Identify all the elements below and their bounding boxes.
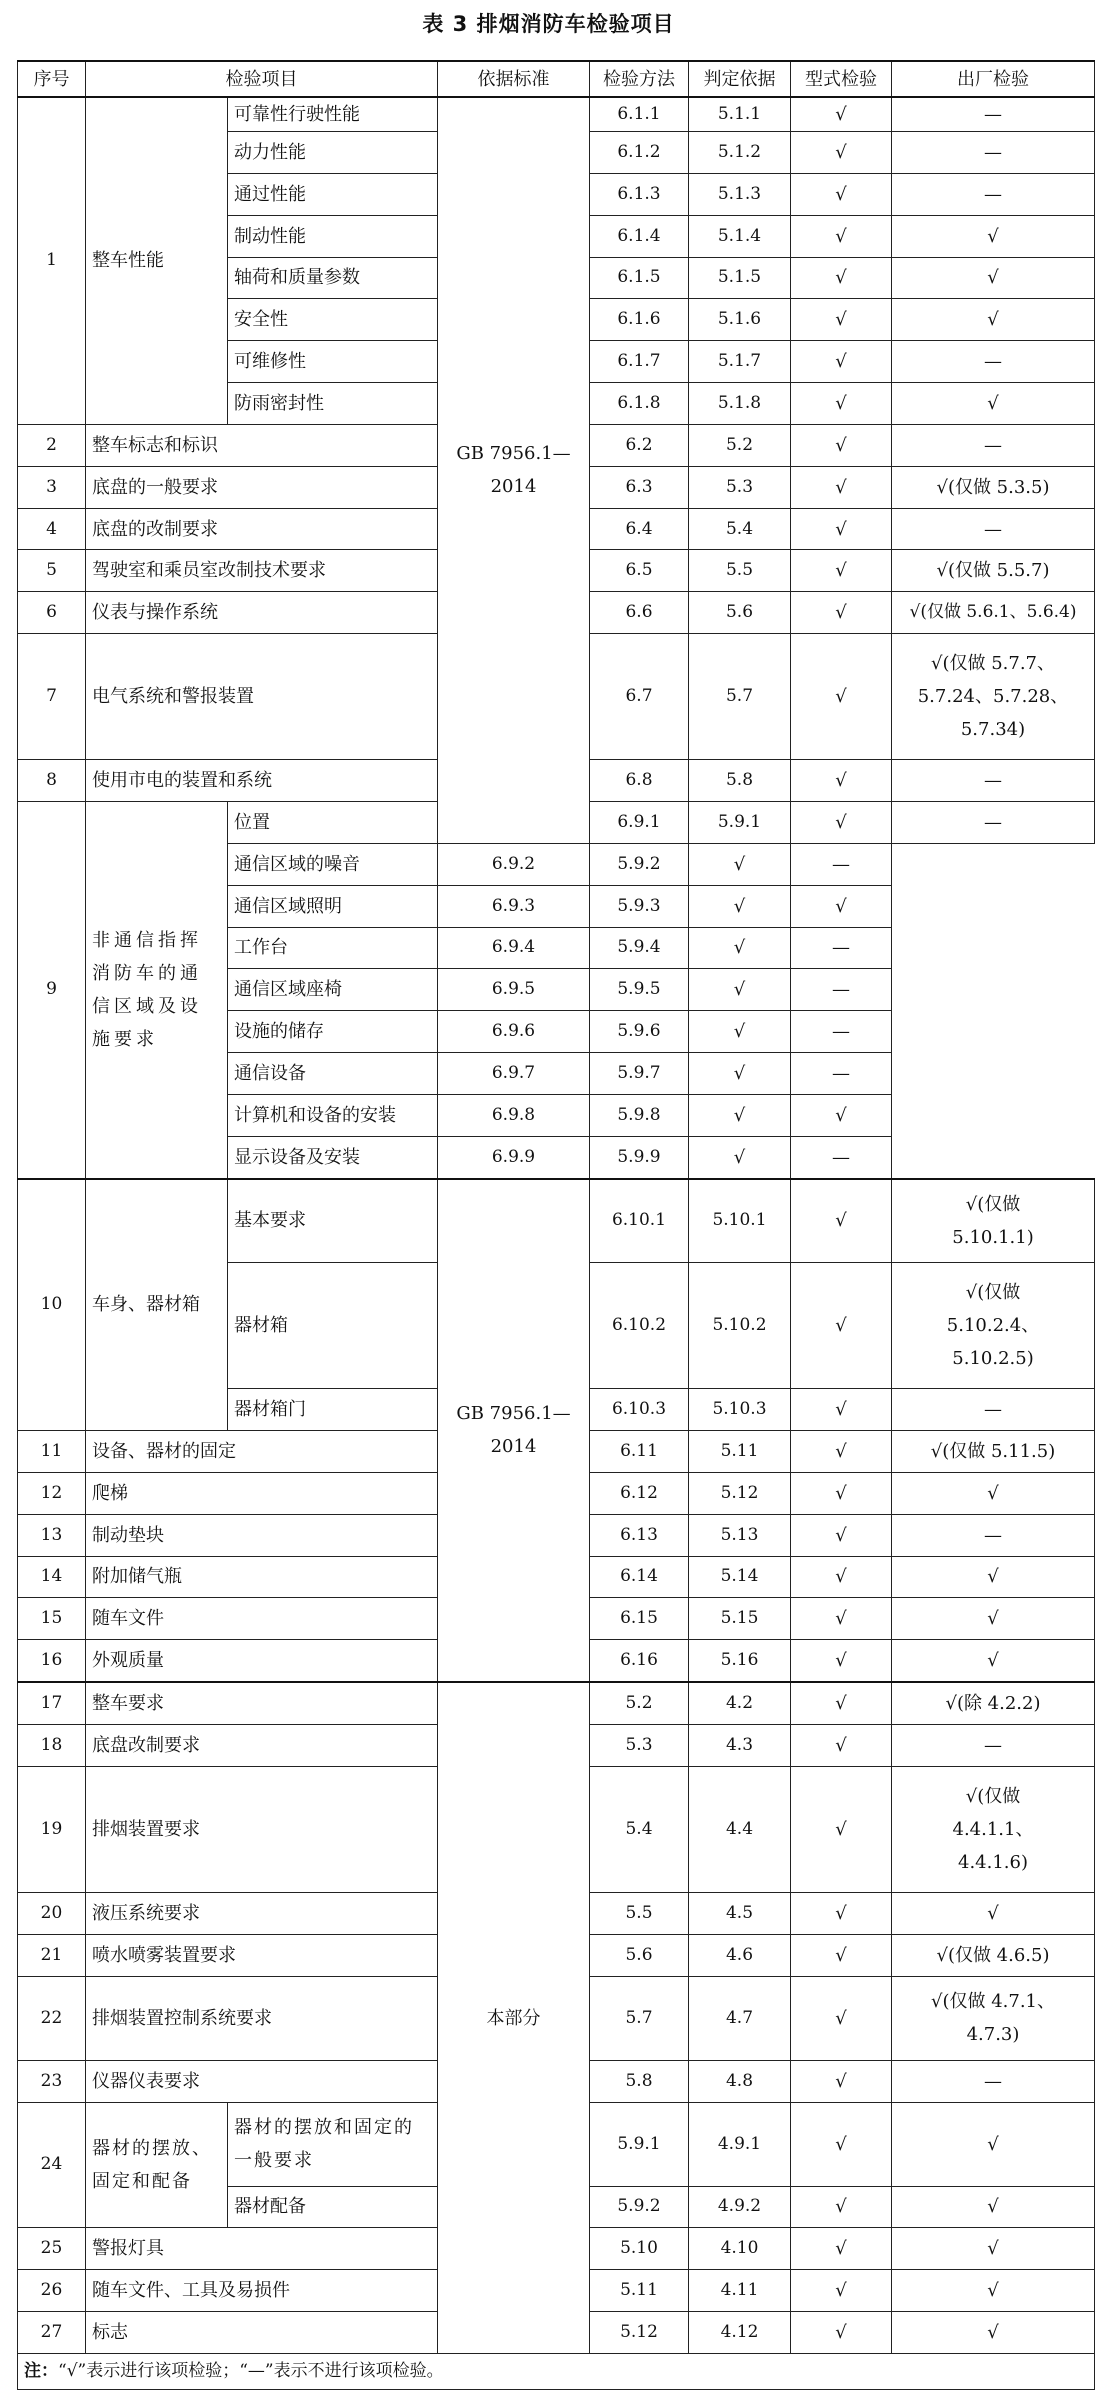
row-subitem: 可维修性 bbox=[228, 341, 438, 383]
row-basis: 5.9.6 bbox=[590, 1011, 689, 1053]
row-type-test: √ bbox=[689, 1011, 791, 1053]
row-method: 6.16 bbox=[590, 1640, 689, 1682]
row-method: 6.5 bbox=[590, 550, 689, 592]
row-factory-test: √ bbox=[892, 383, 1095, 425]
row-item: 仪表与操作系统 bbox=[86, 592, 438, 634]
row-method: 6.9.7 bbox=[438, 1053, 590, 1095]
row-factory-test: — bbox=[791, 1136, 892, 1178]
row-type-test: √ bbox=[791, 1934, 892, 1976]
row-no: 10 bbox=[18, 1179, 86, 1431]
row-item: 底盘改制要求 bbox=[86, 1725, 438, 1767]
row-factory-test: — bbox=[892, 97, 1095, 132]
row-factory-test: √ bbox=[892, 2312, 1095, 2354]
row-type-test: √ bbox=[689, 1053, 791, 1095]
row-type-test: √ bbox=[791, 2186, 892, 2228]
row-item: 排烟装置控制系统要求 bbox=[86, 1976, 438, 2060]
row-basis: 5.11 bbox=[689, 1431, 791, 1473]
row-type-test: √ bbox=[689, 1136, 791, 1178]
standard-cell: GB 7956.1—2014 bbox=[438, 1179, 590, 1683]
header-no: 序号 bbox=[18, 61, 86, 97]
row-subitem: 基本要求 bbox=[228, 1179, 438, 1263]
row-method: 5.3 bbox=[590, 1725, 689, 1767]
row-subitem: 通信区域座椅 bbox=[228, 969, 438, 1011]
row-no: 25 bbox=[18, 2228, 86, 2270]
row-subitem: 防雨密封性 bbox=[228, 383, 438, 425]
row-basis: 5.4 bbox=[689, 508, 791, 550]
row-basis: 5.9.4 bbox=[590, 927, 689, 969]
row-item: 底盘的改制要求 bbox=[86, 508, 438, 550]
row-type-test: √ bbox=[791, 1514, 892, 1556]
header-type-test: 型式检验 bbox=[791, 61, 892, 97]
row-no: 17 bbox=[18, 1682, 86, 1724]
row-factory-test: √ bbox=[892, 2228, 1095, 2270]
row-method: 6.1.3 bbox=[590, 173, 689, 215]
row-method: 6.9.1 bbox=[590, 801, 689, 843]
row-factory-test: — bbox=[892, 508, 1095, 550]
row-factory-test: √ bbox=[892, 2270, 1095, 2312]
row-subitem: 器材箱 bbox=[228, 1263, 438, 1389]
row-basis: 5.10.1 bbox=[689, 1179, 791, 1263]
row-basis: 5.10.3 bbox=[689, 1389, 791, 1431]
row-basis: 4.12 bbox=[689, 2312, 791, 2354]
row-no: 5 bbox=[18, 550, 86, 592]
row-type-test: √ bbox=[791, 97, 892, 132]
row-no: 27 bbox=[18, 2312, 86, 2354]
row-type-test: √ bbox=[791, 1472, 892, 1514]
row-item: 爬梯 bbox=[86, 1472, 438, 1514]
row-basis: 5.13 bbox=[689, 1514, 791, 1556]
row-subitem: 制动性能 bbox=[228, 215, 438, 257]
row-method: 5.2 bbox=[590, 1682, 689, 1724]
row-method: 6.11 bbox=[590, 1431, 689, 1473]
row-method: 6.1.7 bbox=[590, 341, 689, 383]
row-factory-test: √ bbox=[892, 1472, 1095, 1514]
row-item: 器材的摆放、固定和配备 bbox=[86, 2102, 228, 2228]
row-factory-test: √(仅做 5.10.2.4、5.10.2.5) bbox=[892, 1263, 1095, 1389]
row-method: 6.9.4 bbox=[438, 927, 590, 969]
row-type-test: √ bbox=[791, 2102, 892, 2186]
row-method: 6.9.3 bbox=[438, 885, 590, 927]
row-no: 26 bbox=[18, 2270, 86, 2312]
row-basis: 5.1.4 bbox=[689, 215, 791, 257]
row-type-test: √ bbox=[791, 2270, 892, 2312]
row-subitem: 器材配备 bbox=[228, 2186, 438, 2228]
row-subitem: 动力性能 bbox=[228, 132, 438, 174]
row-item: 整车性能 bbox=[86, 97, 228, 424]
row-factory-test: √ bbox=[892, 257, 1095, 299]
row-method: 5.6 bbox=[590, 1934, 689, 1976]
row-factory-test: — bbox=[892, 1514, 1095, 1556]
row-basis: 4.10 bbox=[689, 2228, 791, 2270]
row-no: 4 bbox=[18, 508, 86, 550]
row-method: 6.3 bbox=[590, 466, 689, 508]
table-row bbox=[18, 1179, 1095, 1263]
row-no: 16 bbox=[18, 1640, 86, 1682]
row-basis: 5.1.8 bbox=[689, 383, 791, 425]
row-factory-test: — bbox=[892, 1725, 1095, 1767]
row-item: 随车文件、工具及易损件 bbox=[86, 2270, 438, 2312]
row-subitem: 工作台 bbox=[228, 927, 438, 969]
row-basis: 5.1.5 bbox=[689, 257, 791, 299]
row-type-test: √ bbox=[791, 1431, 892, 1473]
row-method: 5.5 bbox=[590, 1892, 689, 1934]
row-factory-test: — bbox=[791, 969, 892, 1011]
row-no: 9 bbox=[18, 801, 86, 1178]
row-factory-test: √ bbox=[892, 1598, 1095, 1640]
row-method: 6.10.3 bbox=[590, 1389, 689, 1431]
row-item: 制动垫块 bbox=[86, 1514, 438, 1556]
row-no: 13 bbox=[18, 1514, 86, 1556]
row-method: 6.4 bbox=[590, 508, 689, 550]
row-method: 6.12 bbox=[590, 1472, 689, 1514]
row-type-test: √ bbox=[791, 1640, 892, 1682]
row-subitem: 安全性 bbox=[228, 299, 438, 341]
row-basis: 5.7 bbox=[689, 634, 791, 760]
row-method: 6.13 bbox=[590, 1514, 689, 1556]
row-subitem: 位置 bbox=[228, 801, 438, 843]
row-factory-test: — bbox=[791, 1053, 892, 1095]
row-basis: 5.9.8 bbox=[590, 1094, 689, 1136]
row-basis: 5.9.2 bbox=[590, 843, 689, 885]
header-basis: 判定依据 bbox=[689, 61, 791, 97]
row-method: 6.9.8 bbox=[438, 1094, 590, 1136]
row-basis: 5.8 bbox=[689, 760, 791, 802]
row-subitem: 计算机和设备的安装 bbox=[228, 1094, 438, 1136]
row-type-test: √ bbox=[791, 760, 892, 802]
row-item: 外观质量 bbox=[86, 1640, 438, 1682]
row-type-test: √ bbox=[791, 634, 892, 760]
row-item: 标志 bbox=[86, 2312, 438, 2354]
table-row bbox=[18, 97, 1095, 132]
note-text: “√”表示进行该项检验；“—”表示不进行该项检验。 bbox=[58, 2361, 444, 2381]
row-basis: 4.4 bbox=[689, 1766, 791, 1892]
row-method: 6.1.2 bbox=[590, 132, 689, 174]
row-basis: 5.10.2 bbox=[689, 1263, 791, 1389]
row-method: 5.10 bbox=[590, 2228, 689, 2270]
row-basis: 4.9.1 bbox=[689, 2102, 791, 2186]
row-factory-test: √(仅做 4.4.1.1、4.4.1.6) bbox=[892, 1766, 1095, 1892]
note-row bbox=[18, 2354, 1095, 2390]
note-lead: 注： bbox=[24, 2361, 58, 2381]
row-basis: 5.9.3 bbox=[590, 885, 689, 927]
row-factory-test: √ bbox=[892, 2102, 1095, 2186]
row-item: 警报灯具 bbox=[86, 2228, 438, 2270]
row-type-test: √ bbox=[689, 885, 791, 927]
row-no: 7 bbox=[18, 634, 86, 760]
row-method: 6.14 bbox=[590, 1556, 689, 1598]
row-factory-test: √ bbox=[892, 1556, 1095, 1598]
row-factory-test: — bbox=[791, 1011, 892, 1053]
row-factory-test: — bbox=[892, 2060, 1095, 2102]
row-basis: 5.1.2 bbox=[689, 132, 791, 174]
row-type-test: √ bbox=[791, 466, 892, 508]
row-method: 6.6 bbox=[590, 592, 689, 634]
row-item: 液压系统要求 bbox=[86, 1892, 438, 1934]
header-item: 检验项目 bbox=[86, 61, 438, 97]
row-basis: 5.1.3 bbox=[689, 173, 791, 215]
row-subitem: 通信设备 bbox=[228, 1053, 438, 1095]
row-factory-test: — bbox=[791, 843, 892, 885]
row-method: 6.1.8 bbox=[590, 383, 689, 425]
row-type-test: √ bbox=[791, 424, 892, 466]
row-basis: 4.7 bbox=[689, 1976, 791, 2060]
row-factory-test: √ bbox=[892, 2186, 1095, 2228]
row-basis: 4.6 bbox=[689, 1934, 791, 1976]
row-method: 6.8 bbox=[590, 760, 689, 802]
row-method: 5.4 bbox=[590, 1766, 689, 1892]
row-no: 15 bbox=[18, 1598, 86, 1640]
table-note bbox=[18, 2354, 1095, 2390]
row-type-test: √ bbox=[791, 215, 892, 257]
row-method: 6.9.5 bbox=[438, 969, 590, 1011]
row-factory-test: — bbox=[892, 1389, 1095, 1431]
row-type-test: √ bbox=[791, 383, 892, 425]
row-method: 6.2 bbox=[590, 424, 689, 466]
header-method: 检验方法 bbox=[590, 61, 689, 97]
row-factory-test: √(仅做 4.6.5) bbox=[892, 1934, 1095, 1976]
row-method: 6.1.4 bbox=[590, 215, 689, 257]
row-basis: 5.9.7 bbox=[590, 1053, 689, 1095]
row-method: 6.1.6 bbox=[590, 299, 689, 341]
row-item: 整车标志和标识 bbox=[86, 424, 438, 466]
row-no: 23 bbox=[18, 2060, 86, 2102]
row-subitem: 通信区域的噪音 bbox=[228, 843, 438, 885]
row-type-test: √ bbox=[689, 1094, 791, 1136]
row-item: 电气系统和警报装置 bbox=[86, 634, 438, 760]
row-subitem: 轴荷和质量参数 bbox=[228, 257, 438, 299]
row-method: 6.9.2 bbox=[438, 843, 590, 885]
row-item: 底盘的一般要求 bbox=[86, 466, 438, 508]
row-type-test: √ bbox=[791, 592, 892, 634]
row-no: 6 bbox=[18, 592, 86, 634]
row-subitem: 可靠性行驶性能 bbox=[228, 97, 438, 132]
row-type-test: √ bbox=[791, 1976, 892, 2060]
row-type-test: √ bbox=[689, 927, 791, 969]
row-factory-test: √ bbox=[892, 215, 1095, 257]
row-factory-test: — bbox=[892, 801, 1095, 843]
row-subitem: 通过性能 bbox=[228, 173, 438, 215]
header-standard: 依据标准 bbox=[438, 61, 590, 97]
table-row bbox=[18, 1682, 1095, 1724]
row-basis: 4.9.2 bbox=[689, 2186, 791, 2228]
header-row bbox=[18, 61, 1095, 97]
row-type-test: √ bbox=[791, 2060, 892, 2102]
row-no: 22 bbox=[18, 1976, 86, 2060]
row-factory-test: √(仅做 5.10.1.1) bbox=[892, 1179, 1095, 1263]
row-factory-test: — bbox=[791, 927, 892, 969]
row-method: 6.1.1 bbox=[590, 97, 689, 132]
row-basis: 5.9.5 bbox=[590, 969, 689, 1011]
row-basis: 5.3 bbox=[689, 466, 791, 508]
row-factory-test: √(仅做 5.6.1、5.6.4) bbox=[892, 592, 1095, 634]
row-basis: 5.12 bbox=[689, 1472, 791, 1514]
row-no: 2 bbox=[18, 424, 86, 466]
row-type-test: √ bbox=[791, 257, 892, 299]
row-type-test: √ bbox=[791, 132, 892, 174]
row-type-test: √ bbox=[791, 1598, 892, 1640]
row-factory-test: — bbox=[892, 132, 1095, 174]
row-method: 6.1.5 bbox=[590, 257, 689, 299]
table-caption: 表 3 排烟消防车检验项目 bbox=[422, 12, 675, 36]
row-no: 11 bbox=[18, 1431, 86, 1473]
standard-cell: 本部分 bbox=[438, 1682, 590, 2353]
row-method: 6.9.9 bbox=[438, 1136, 590, 1178]
row-type-test: √ bbox=[791, 299, 892, 341]
row-basis: 4.8 bbox=[689, 2060, 791, 2102]
row-type-test: √ bbox=[791, 801, 892, 843]
row-item: 驾驶室和乘员室改制技术要求 bbox=[86, 550, 438, 592]
row-basis: 5.1.7 bbox=[689, 341, 791, 383]
row-basis: 5.15 bbox=[689, 1598, 791, 1640]
row-factory-test: — bbox=[892, 341, 1095, 383]
row-type-test: √ bbox=[791, 2228, 892, 2270]
row-factory-test: √ bbox=[892, 1892, 1095, 1934]
row-type-test: √ bbox=[791, 550, 892, 592]
row-basis: 4.5 bbox=[689, 1892, 791, 1934]
row-type-test: √ bbox=[689, 843, 791, 885]
row-method: 6.15 bbox=[590, 1598, 689, 1640]
row-basis: 4.2 bbox=[689, 1682, 791, 1724]
row-no: 1 bbox=[18, 97, 86, 424]
row-factory-test: √ bbox=[892, 1640, 1095, 1682]
row-basis: 4.3 bbox=[689, 1725, 791, 1767]
row-method: 6.10.2 bbox=[590, 1263, 689, 1389]
row-basis: 5.14 bbox=[689, 1556, 791, 1598]
row-factory-test: — bbox=[892, 424, 1095, 466]
row-no: 21 bbox=[18, 1934, 86, 1976]
row-no: 24 bbox=[18, 2102, 86, 2228]
row-type-test: √ bbox=[791, 1725, 892, 1767]
header-factory-test: 出厂检验 bbox=[892, 61, 1095, 97]
row-subitem: 通信区域照明 bbox=[228, 885, 438, 927]
row-item: 使用市电的装置和系统 bbox=[86, 760, 438, 802]
row-type-test: √ bbox=[791, 341, 892, 383]
row-factory-test: √(仅做 5.3.5) bbox=[892, 466, 1095, 508]
row-type-test: √ bbox=[791, 1263, 892, 1389]
row-type-test: √ bbox=[791, 1892, 892, 1934]
row-item: 整车要求 bbox=[86, 1682, 438, 1724]
row-factory-test: √ bbox=[791, 1094, 892, 1136]
row-factory-test: √(仅做 4.7.1、4.7.3) bbox=[892, 1976, 1095, 2060]
row-no: 20 bbox=[18, 1892, 86, 1934]
row-basis: 4.11 bbox=[689, 2270, 791, 2312]
row-method: 6.7 bbox=[590, 634, 689, 760]
row-type-test: √ bbox=[791, 1682, 892, 1724]
row-item: 设备、器材的固定 bbox=[86, 1431, 438, 1473]
row-basis: 5.16 bbox=[689, 1640, 791, 1682]
row-item: 排烟装置要求 bbox=[86, 1766, 438, 1892]
row-factory-test: √(仅做 5.11.5) bbox=[892, 1431, 1095, 1473]
row-item: 附加储气瓶 bbox=[86, 1556, 438, 1598]
row-factory-test: — bbox=[892, 173, 1095, 215]
row-subitem: 设施的储存 bbox=[228, 1011, 438, 1053]
row-method: 6.10.1 bbox=[590, 1179, 689, 1263]
row-type-test: √ bbox=[791, 1179, 892, 1263]
row-factory-test: — bbox=[892, 760, 1095, 802]
row-basis: 5.1.1 bbox=[689, 97, 791, 132]
row-basis: 5.9.1 bbox=[689, 801, 791, 843]
row-method: 5.11 bbox=[590, 2270, 689, 2312]
row-type-test: √ bbox=[791, 2312, 892, 2354]
row-item: 喷水喷雾装置要求 bbox=[86, 1934, 438, 1976]
row-type-test: √ bbox=[791, 173, 892, 215]
row-factory-test: √(除 4.2.2) bbox=[892, 1682, 1095, 1724]
inspection-table bbox=[17, 60, 1095, 2390]
row-item: 车身、器材箱 bbox=[86, 1179, 228, 1431]
row-factory-test: √(仅做 5.5.7) bbox=[892, 550, 1095, 592]
row-method: 5.8 bbox=[590, 2060, 689, 2102]
row-subitem: 显示设备及安装 bbox=[228, 1136, 438, 1178]
row-basis: 5.9.9 bbox=[590, 1136, 689, 1178]
row-item: 非通信指挥消防车的通信区域及设施要求 bbox=[86, 801, 228, 1178]
row-basis: 5.2 bbox=[689, 424, 791, 466]
row-type-test: √ bbox=[689, 969, 791, 1011]
row-no: 18 bbox=[18, 1725, 86, 1767]
row-method: 5.9.2 bbox=[590, 2186, 689, 2228]
row-no: 12 bbox=[18, 1472, 86, 1514]
row-type-test: √ bbox=[791, 1556, 892, 1598]
row-basis: 5.6 bbox=[689, 592, 791, 634]
row-factory-test: √(仅做 5.7.7、5.7.24、5.7.28、5.7.34) bbox=[892, 634, 1095, 760]
row-no: 14 bbox=[18, 1556, 86, 1598]
row-item: 仪器仪表要求 bbox=[86, 2060, 438, 2102]
row-no: 3 bbox=[18, 466, 86, 508]
row-method: 5.9.1 bbox=[590, 2102, 689, 2186]
row-factory-test: √ bbox=[791, 885, 892, 927]
row-item: 随车文件 bbox=[86, 1598, 438, 1640]
row-basis: 5.5 bbox=[689, 550, 791, 592]
row-method: 6.9.6 bbox=[438, 1011, 590, 1053]
row-basis: 5.1.6 bbox=[689, 299, 791, 341]
row-no: 8 bbox=[18, 760, 86, 802]
row-factory-test: √ bbox=[892, 299, 1095, 341]
row-subitem: 器材箱门 bbox=[228, 1389, 438, 1431]
row-type-test: √ bbox=[791, 1766, 892, 1892]
row-type-test: √ bbox=[791, 508, 892, 550]
row-subitem: 器材的摆放和固定的一般要求 bbox=[228, 2102, 438, 2186]
row-method: 5.7 bbox=[590, 1976, 689, 2060]
row-type-test: √ bbox=[791, 1389, 892, 1431]
standard-cell: GB 7956.1—2014 bbox=[438, 97, 590, 843]
row-method: 5.12 bbox=[590, 2312, 689, 2354]
row-no: 19 bbox=[18, 1766, 86, 1892]
